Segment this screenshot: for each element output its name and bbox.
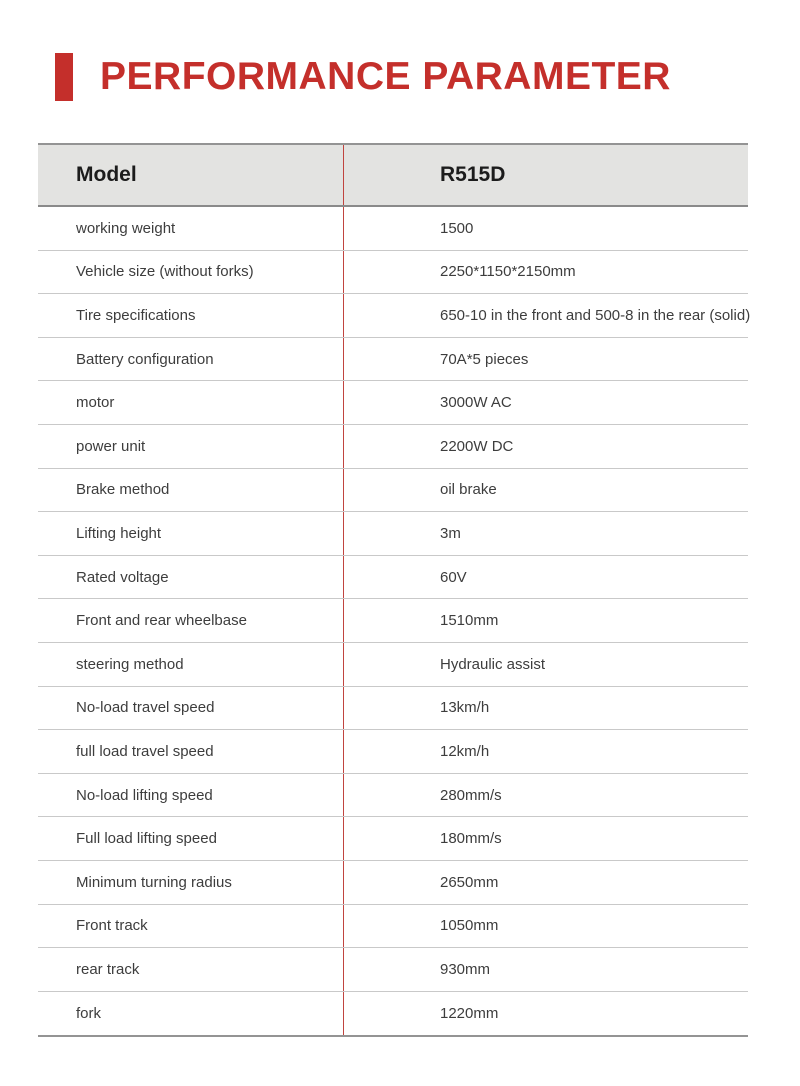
table-row [38, 817, 748, 861]
table-row [38, 556, 748, 600]
table-row [38, 861, 748, 905]
table-row [38, 643, 748, 687]
spec-label: Tire specifications [76, 306, 196, 324]
spec-label: working weight [76, 219, 176, 237]
table-row [38, 381, 748, 425]
spec-label: full load travel speed [76, 742, 214, 760]
spec-label: Minimum turning radius [76, 873, 232, 891]
spec-value: 280mm/s [343, 774, 748, 817]
table-row [38, 338, 748, 382]
table-row [38, 687, 748, 731]
table-row [38, 948, 748, 992]
title-accent-bar [55, 53, 73, 101]
table-row [38, 992, 748, 1036]
spec-label: fork [76, 1004, 102, 1022]
spec-value: 2650mm [343, 861, 748, 904]
spec-value: 2200W DC [343, 425, 748, 468]
spec-value: 650-10 in the front and 500-8 in the rear (solid) [343, 294, 750, 337]
spec-value: 60V [343, 556, 748, 599]
table-row [38, 251, 748, 295]
spec-value: 3000W AC [343, 381, 748, 424]
spec-value: 70A*5 pieces [343, 338, 748, 381]
performance-parameter-table [38, 143, 751, 1037]
spec-value: Hydraulic assist [343, 643, 748, 686]
spec-label: Rated voltage [76, 568, 169, 586]
spec-label: motor [76, 394, 115, 412]
column-header-model: Model [76, 163, 137, 186]
page-title: PERFORMANCE PARAMETER [100, 54, 671, 98]
table-header-row [38, 145, 748, 207]
spec-label: power unit [76, 437, 146, 455]
spec-label: Battery configuration [76, 350, 214, 368]
spec-label: Lifting height [76, 524, 162, 542]
table-row [38, 905, 748, 949]
table-row [38, 469, 748, 513]
table-row [38, 599, 748, 643]
spec-value: 1050mm [343, 905, 748, 948]
spec-value: 1220mm [343, 992, 748, 1036]
spec-value: 1500 [343, 207, 748, 250]
spec-value: 13km/h [343, 687, 748, 730]
spec-value: 2250*1150*2150mm [343, 251, 748, 294]
spec-value: 1510mm [343, 599, 748, 642]
spec-label: steering method [76, 655, 184, 673]
spec-label: Front track [76, 917, 148, 935]
table-row [38, 774, 748, 818]
spec-label: No-load travel speed [76, 699, 215, 717]
spec-value: 12km/h [343, 730, 748, 773]
spec-value: oil brake [343, 469, 748, 512]
spec-value: 180mm/s [343, 817, 748, 860]
table-body [38, 207, 751, 1035]
page-header [0, 0, 800, 101]
spec-label: rear track [76, 960, 140, 978]
table-row [38, 425, 748, 469]
spec-value: 930mm [343, 948, 748, 991]
spec-label: Full load lifting speed [76, 830, 217, 848]
table-row [38, 730, 748, 774]
table-row [38, 512, 748, 556]
column-header-model-value: R515D [343, 145, 748, 205]
table-row [38, 294, 751, 338]
spec-value: 3m [343, 512, 748, 555]
spec-label: Vehicle size (without forks) [76, 263, 254, 281]
spec-label: Front and rear wheelbase [76, 612, 247, 630]
table-row [38, 207, 748, 251]
spec-label: Brake method [76, 481, 170, 499]
spec-label: No-load lifting speed [76, 786, 213, 804]
